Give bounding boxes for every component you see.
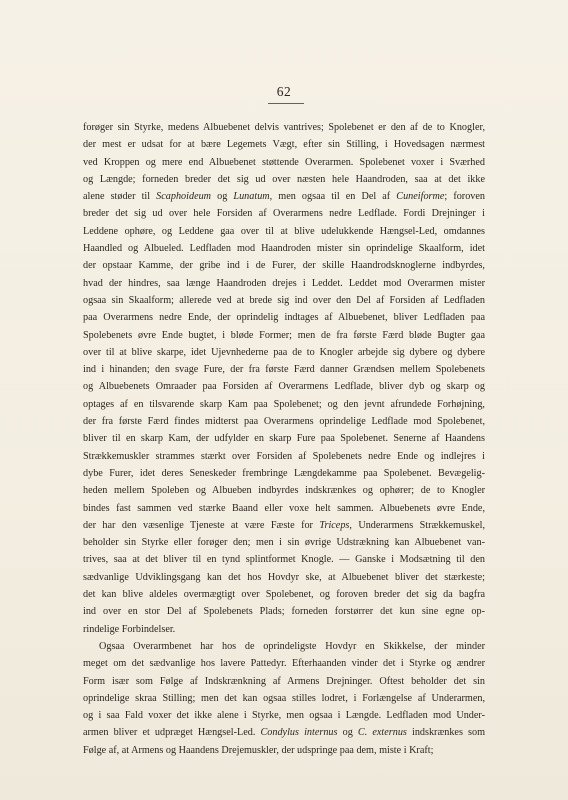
text-segment: ind over en stor Del af Spolebenets Plads; forneden forstørrer det kun sine egne op- bbox=[83, 606, 485, 618]
text-line bbox=[83, 742, 485, 759]
text-segment: Følge af, at Armens og Haandens Drejemuskler, der udspringe paa dem, miste i Kraft; bbox=[83, 744, 434, 756]
text-segment: og Længde; forneden breder det sig ud over næsten hele Haandroden, saa at det ikke bbox=[83, 173, 485, 185]
text-segment: der opstaar Kamme, der gribe ind i de Furer, der skille Haandrodsknoglerne indbyrdes, bbox=[83, 260, 485, 272]
text-line bbox=[83, 240, 485, 257]
text-line bbox=[83, 465, 485, 482]
text-segment: Leddene ophøre, og Leddene gaa over til at blive udelukkende Hængsel-Led, omdannes bbox=[83, 225, 485, 237]
text-line bbox=[83, 205, 485, 222]
text-segment: ogsaa sin Skaalform; allerede ved at brede sig ind over den Del af Forsiden af Ledfladen bbox=[83, 294, 485, 306]
text-segment: og bbox=[211, 191, 234, 203]
text-line bbox=[83, 430, 485, 447]
text-segment: heden mellem Spoleben og Albueben indbyrdes indskrænkes og ophører; de to Knogler bbox=[83, 485, 485, 497]
text-segment: der har den væsenlige Tjeneste at være Fæste for bbox=[83, 519, 320, 531]
text-segment: der fra første Færd findes midterst paa Overarmens oprindelige Ledflade mod Spolebenet, bbox=[83, 416, 485, 428]
text-segment: dybe Furer, idet deres Seneskeder frembringe Længdekamme paa Spolebenet. Bevægelig- bbox=[83, 467, 485, 479]
text-segment: hvad der hindres, saa længe Haandroden drejes i Leddet. Leddet mod Overarmen mister bbox=[83, 277, 485, 289]
text-segment: Strækkemuskler strammes stærkt over Forsiden af Spolebenets nedre Ende og indlejres i bbox=[83, 450, 485, 462]
text-line bbox=[83, 188, 485, 205]
text-segment: indskrænkes som bbox=[406, 727, 485, 739]
text-segment: og bbox=[337, 727, 358, 739]
text-line bbox=[83, 655, 485, 672]
text-segment: Spolebenets øvre Ende bugtet, i bløde Former; men de fra første Færd bløde Bugter gaa bbox=[83, 329, 485, 341]
text-line bbox=[83, 396, 485, 413]
italic-term: Condylus internus bbox=[260, 727, 338, 739]
text-line bbox=[83, 500, 485, 517]
page-number-rule bbox=[268, 103, 304, 104]
text-segment: paa Overarmens nedre Ende, der oprindelig indtages af Albuebenet, bliver Ledfladen paa bbox=[83, 312, 485, 324]
text-line bbox=[83, 136, 485, 153]
text-line bbox=[83, 690, 485, 707]
text-line bbox=[83, 309, 485, 326]
text-segment: meget om det sædvanlige hos lavere Pattedyr. Efterhaanden vinder det i Styrke og ændrer bbox=[83, 658, 485, 670]
text-segment: trives, saa at det bliver til en tynd splintformet Knogle. — Ganske i Modsætning til den bbox=[83, 554, 485, 566]
italic-term: Scaphoideum bbox=[156, 191, 212, 203]
text-line bbox=[83, 223, 485, 240]
text-line bbox=[83, 638, 485, 655]
text-segment: forøger sin Styrke, medens Albuebenet delvis vantrives; Spolebenet er den af de to Knogler, bbox=[83, 122, 485, 133]
text-segment: ; foroven bbox=[444, 191, 485, 203]
text-line bbox=[83, 603, 485, 620]
text-segment: , Underarmens Strækkemuskel, bbox=[349, 519, 485, 531]
italic-term: Triceps bbox=[319, 519, 350, 531]
text-line bbox=[83, 448, 485, 465]
text-line bbox=[83, 275, 485, 292]
text-segment: Haandled og Albueled. Ledfladen mod Haandroden mister sin oprindelige Skaalform, idet bbox=[83, 243, 485, 255]
text-segment: og Albuebenets Omraader paa Forsiden af Overarmens Ledflade, bliver dyb og skarp og bbox=[83, 381, 485, 393]
text-segment: over til at blive skarpe, idet Ujevnhederne paa de to Knogler arbejde sig dybere og dybere bbox=[83, 346, 485, 358]
text-line bbox=[83, 327, 485, 344]
text-line bbox=[83, 551, 485, 568]
text-line bbox=[83, 673, 485, 690]
text-line bbox=[83, 378, 485, 395]
text-line bbox=[83, 361, 485, 378]
page-number: 62 bbox=[276, 84, 292, 99]
text-line bbox=[83, 707, 485, 724]
text-segment: Ogsaa Overarmbenet har hos de oprindeligste Hovdyr en Skikkelse, der minder bbox=[99, 640, 485, 652]
text-segment: der mest er udsat for at bære Legemets Vægt, efter sin Stilling, i Hovedsagen nærmest bbox=[83, 139, 485, 151]
text-segment: bliver til en skarp Kam, der udfylder en skarp Fure paa Spolebenet. Senerne af Haandens bbox=[83, 433, 485, 445]
text-segment: ved Kroppen og mere end Albuebenet støttende Overarmen. Spolebenet voxer i Sværhed bbox=[83, 156, 485, 168]
text-line bbox=[83, 482, 485, 499]
text-segment: breder det sig ud over hele Forsiden af Overarmens nedre Ledflade. Fordi Drejninger i bbox=[83, 208, 485, 220]
text-line bbox=[83, 154, 485, 171]
text-segment: oprindelige skraa Stilling; men det kan ogsaa stilles lodret, i Forlængelse af Underarmen, bbox=[83, 692, 485, 704]
text-segment: armen bliver et udpræget Hængsel-Led. bbox=[83, 727, 261, 739]
italic-term: Lunatum bbox=[233, 191, 270, 203]
text-segment: og i saa Fald voxer det ikke alene i Styrke, men ogsaa i Længde. Ledfladen mod Under- bbox=[83, 710, 485, 722]
text-segment: bindes fast sammen ved stærke Baand eller voxe helt sammen. Albuebenets øvre Ende, bbox=[83, 502, 485, 514]
italic-term: Cuneiforme bbox=[396, 191, 445, 203]
text-line bbox=[83, 586, 485, 603]
text-line bbox=[83, 517, 485, 534]
text-segment: alene støder til bbox=[83, 191, 157, 203]
text-line bbox=[83, 171, 485, 188]
text-line bbox=[83, 724, 485, 741]
text-segment: optages af en tilsvarende skarp Kam paa Spolebenet; og den jevnt afrundede Forhøjning, bbox=[83, 398, 485, 410]
text-line bbox=[83, 292, 485, 309]
text-segment: beholder sin Styrke eller forøger den; men i sin øvrige Udstrækning kan Albuebenet van- bbox=[83, 537, 485, 549]
text-line bbox=[83, 344, 485, 361]
text-line bbox=[83, 534, 485, 551]
italic-term: C. externus bbox=[357, 727, 407, 739]
text-line bbox=[83, 413, 485, 430]
text-line bbox=[83, 569, 485, 586]
text-segment: Form især som Følge af Indskrænkning af Armens Drejninger. Oftest beholder det sin bbox=[83, 675, 485, 687]
text-segment: , men ogsaa til en Del af bbox=[269, 191, 397, 203]
text-line bbox=[83, 119, 485, 136]
body-text bbox=[83, 119, 485, 759]
text-segment: rindelige Forbindelser. bbox=[83, 623, 176, 635]
text-line bbox=[83, 257, 485, 274]
text-line bbox=[83, 621, 485, 638]
text-segment: sædvanlige Udviklingsgang kan det hos Hovdyr ske, at Albuebenet bliver det stærkeste; bbox=[83, 571, 485, 583]
text-segment: ind i hinanden; den svage Fure, der fra første Færd danner Grændsen mellem Spolebenets bbox=[83, 364, 485, 376]
text-segment: det kan blive aldeles overmægtigt over Spolebenet, og foroven breder det sig da bagfra bbox=[83, 589, 485, 601]
